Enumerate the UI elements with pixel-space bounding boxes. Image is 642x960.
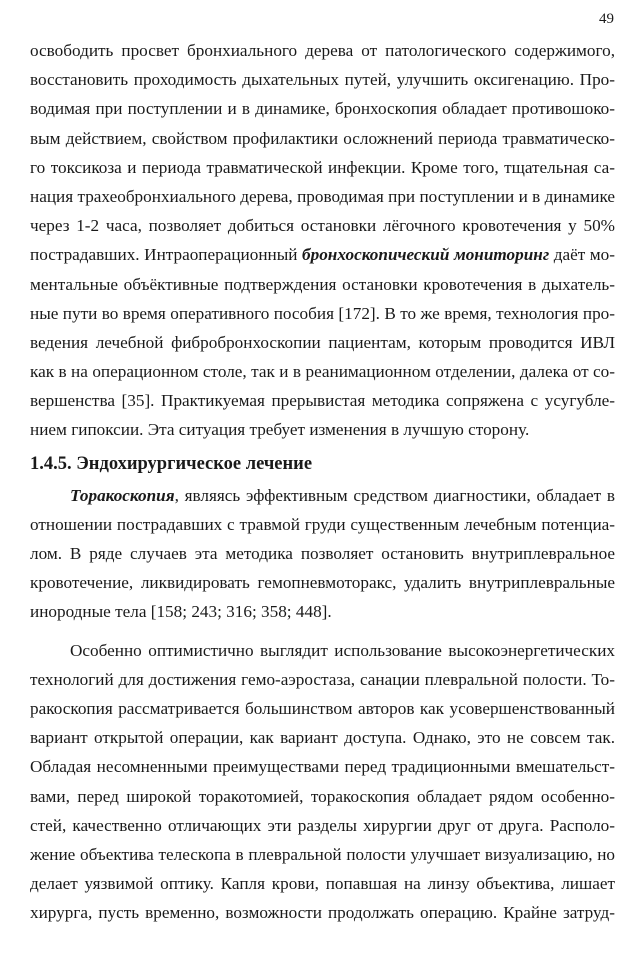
text-line: вариант открытой операции, как вариант доступа. Однако, это не совсем так. bbox=[30, 728, 615, 748]
text-run: пострадавших. Интраоперационный bbox=[30, 245, 303, 265]
paragraph-1 bbox=[30, 36, 615, 445]
text-line: жение объектива телескопа в плевральной полости улучшает визуализацию, но bbox=[30, 844, 615, 864]
text-line: водимая при поступлении и в динамике, бронхоскопия обладает противошоко- bbox=[30, 99, 615, 119]
section-heading: 1.4.5. Эндохирургическое лечение bbox=[30, 453, 313, 474]
paragraph-2 bbox=[30, 481, 615, 627]
emphasized-term: бронхоскопический мониторинг bbox=[302, 245, 550, 265]
text-line: как в на операционном столе, так и в реанимационном отделении, далека от со- bbox=[30, 362, 615, 382]
text-line: освободить просвет бронхиального дерева от патологического содержимого, bbox=[30, 41, 615, 60]
text-line: делает уязвимой оптику. Капля крови, попавшая на линзу объектива, лишает bbox=[30, 874, 615, 894]
text-line: вами, перед широкой торакотомией, торакоскопия обладает рядом особенно- bbox=[30, 786, 615, 806]
text-line: вершенства [35]. Практикуемая прерывистая методика сопряжена с усугубле- bbox=[30, 391, 615, 411]
text-line: лом. В ряде случаев эта методика позволяет остановить внутриплевральное bbox=[30, 544, 615, 563]
text-line: Особенно оптимистично выглядит использование высокоэнергетических bbox=[70, 640, 615, 660]
text-line: отношении пострадавших с травмой груди существенным лечебным потенциа- bbox=[30, 514, 615, 534]
text-line: ментальные объёктивные подтверждения остановки кровотечения в дыхатель- bbox=[30, 274, 615, 294]
text-line: через 1-2 часа, позволяет добиться остановки лёгочного кровотечения у 50% bbox=[30, 216, 615, 236]
text-line: кровотечение, ликвидировать гемопневмоторакс, удалить внутриплевральные bbox=[30, 573, 615, 593]
paragraph-3 bbox=[30, 636, 615, 928]
text-line: инородные тела [158; 243; 316; 358; 448]. bbox=[30, 602, 332, 622]
text-line bbox=[30, 240, 615, 269]
text-line: хирурга, пусть временно, возможности продолжать операцию. Крайне затруд- bbox=[30, 903, 615, 923]
text-line: Обладая несомненными преимуществами перед традиционными вмешательст- bbox=[30, 757, 615, 777]
text-line: ведения лечебной фибробронхоскопии пациентам, которым проводится ИВЛ bbox=[30, 332, 615, 352]
text-line: технологий для достижения гемо-аэростаза, санации плевральной полости. То- bbox=[30, 669, 615, 689]
text-line: го токсикоза и периода травматической инфекции. Кроме того, тщательная са- bbox=[30, 157, 615, 177]
text-line: стей, качественно отличающих эти разделы хирургии друг от друга. Располо- bbox=[30, 815, 615, 835]
text-line: ные пути во время оперативного пособия [172]. В то же время, технология про- bbox=[30, 303, 615, 323]
emphasized-term: Торакоскопия bbox=[70, 485, 175, 505]
page-number: 49 bbox=[599, 11, 614, 27]
text-line: вым действием, свойством профилактики осложнений периода травматическо- bbox=[30, 128, 615, 148]
text-run: даёт мо- bbox=[549, 245, 615, 265]
text-line: нием гипоксии. Эта ситуация требует изменения в лучшую сторону. bbox=[30, 420, 530, 440]
text-line: ракоскопия рассматривается большинством авторов как усовершенствованный bbox=[30, 698, 615, 718]
page-body bbox=[30, 36, 615, 927]
text-line: нация трахеобронхиального дерева, проводимая при поступлении и в динамике bbox=[30, 186, 615, 206]
text-line bbox=[30, 481, 615, 510]
text-run: , являясь эффективным средством диагностики, обладает в bbox=[174, 485, 615, 505]
text-line: восстановить проходимость дыхательных путей, улучшить оксигенацию. Про- bbox=[30, 70, 615, 90]
